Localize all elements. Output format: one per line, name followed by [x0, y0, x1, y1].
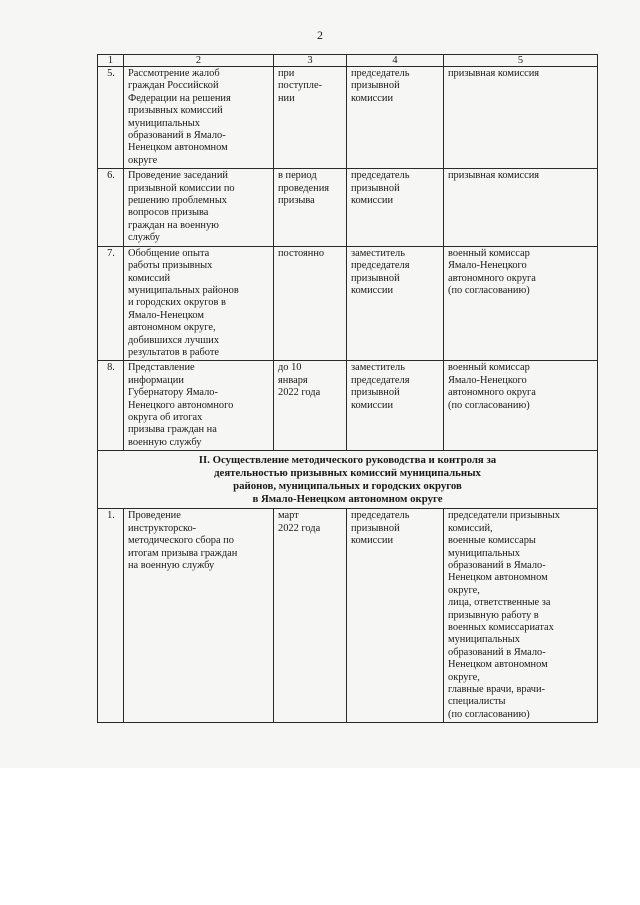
table-row — [98, 246, 598, 361]
row-number: 6. — [98, 169, 124, 246]
participants-cell: призывная комиссия — [444, 169, 598, 246]
event-cell: Представление информации Губернатору Ямало- Ненецкого автономного округа об итогах призыва граждан на военную службу — [124, 361, 274, 451]
participants-cell: председатели призывных комиссий, военные комиссары муниципальных образований в Ямало- Ненецком автономном округе, лица, ответственные за призывную работу в военных комиссариатах муниципальных образований в Ямало- Ненецком автономном округе, главные врачи, врачи- специалисты (по согласованию) — [444, 509, 598, 723]
header-cell: 3 — [274, 55, 347, 67]
table-row — [98, 361, 598, 451]
page-number: 2 — [317, 28, 323, 42]
table-row — [98, 67, 598, 169]
header-cell: 1 — [98, 55, 124, 67]
header-cell: 2 — [124, 55, 274, 67]
header-cell: 5 — [444, 55, 598, 67]
plan-table — [97, 54, 598, 723]
term-cell: при поступле- нии — [274, 67, 347, 169]
section-header-row — [98, 451, 598, 509]
header-row — [98, 55, 598, 67]
header-cell: 4 — [347, 55, 444, 67]
term-cell: до 10 января 2022 года — [274, 361, 347, 451]
term-cell: март 2022 года — [274, 509, 347, 723]
row-number: 5. — [98, 67, 124, 169]
section-title: II. Осуществление методического руководства и контроля за деятельностью призывных комиссий муниципальных районов, муниципальных и городских округов в Ямало-Ненецком автономном округе — [98, 451, 598, 509]
participants-cell: военный комиссар Ямало-Ненецкого автономного округа (по согласованию) — [444, 361, 598, 451]
responsible-cell: председатель призывной комиссии — [347, 509, 444, 723]
responsible-cell: заместитель председателя призывной комиссии — [347, 246, 444, 361]
event-cell: Рассмотрение жалоб граждан Российской Федерации на решения призывных комиссий муниципальных образований в Ямало- Ненецком автономном округе — [124, 67, 274, 169]
plan-table-body — [98, 55, 598, 723]
row-number: 8. — [98, 361, 124, 451]
table-row — [98, 169, 598, 246]
responsible-cell: председатель призывной комиссии — [347, 67, 444, 169]
table-row — [98, 509, 598, 723]
responsible-cell: заместитель председателя призывной комиссии — [347, 361, 444, 451]
row-number: 1. — [98, 509, 124, 723]
row-number: 7. — [98, 246, 124, 361]
event-cell: Проведение заседаний призывной комиссии по решению проблемных вопросов призыва граждан на военную службу — [124, 169, 274, 246]
event-cell: Проведение инструкторско- методического сбора по итогам призыва граждан на военную службу — [124, 509, 274, 723]
responsible-cell: председатель призывной комиссии — [347, 169, 444, 246]
term-cell: постоянно — [274, 246, 347, 361]
event-cell: Обобщение опыта работы призывных комиссий муниципальных районов и городских округов в Ямало-Ненецком автономном округе, добившихся лучших результатов в работе — [124, 246, 274, 361]
participants-cell: военный комиссар Ямало-Ненецкого автономного округа (по согласованию) — [444, 246, 598, 361]
participants-cell: призывная комиссия — [444, 67, 598, 169]
term-cell: в период проведения призыва — [274, 169, 347, 246]
